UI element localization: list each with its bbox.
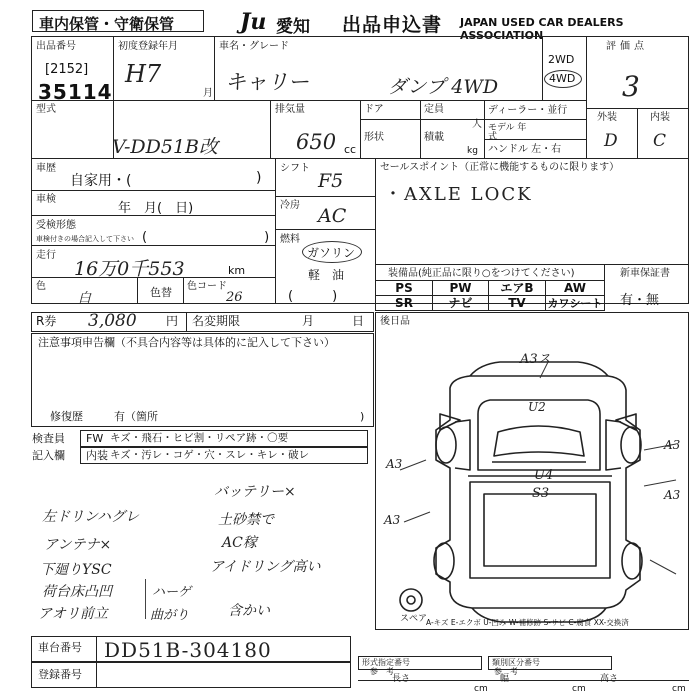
note-left-4: 荷台床凸凹: [42, 584, 112, 600]
lot-number: 35114: [38, 80, 113, 104]
history-value: 自家用・(: [70, 173, 132, 189]
note-left-5: アオリ前立: [38, 606, 108, 622]
first-registration-label: 初度登録年月: [118, 41, 178, 52]
damage-mark-left-front: A3: [386, 457, 403, 471]
frame-number-label: 車台番号: [38, 641, 82, 654]
recycle-label: R券: [36, 314, 57, 328]
damage-mark-right-rear: A3: [664, 488, 681, 502]
reception-label: 受検形態: [36, 220, 76, 231]
note-right-1: バッテリー×: [214, 484, 296, 500]
damage-mark-right-front: A3: [664, 438, 681, 452]
displacement-value: 650: [296, 130, 337, 154]
registration-number-label: 登録番号: [38, 668, 82, 681]
note-left-2: アンテナ×: [44, 537, 112, 553]
repair-history-close: ): [360, 410, 365, 423]
note-left-right-2: 曲がり: [150, 608, 190, 623]
capacity-label: 定員: [424, 104, 444, 115]
equip-navi: ナビ: [432, 295, 489, 311]
shift-label: シフト: [280, 163, 310, 174]
fuel-paren: ( ): [288, 289, 338, 304]
car-name-label: 車名・グレード: [219, 41, 289, 52]
inspector-fw-tag: FW: [86, 432, 104, 445]
score-label: 評価点: [606, 41, 648, 52]
height-label: 高さ: [600, 674, 619, 684]
handle-label: ハンドル 左・右: [488, 144, 562, 155]
name-change-month: 月: [302, 314, 315, 328]
inspection-label: 車検: [36, 194, 56, 205]
note-right-4: アイドリング高い: [210, 559, 321, 575]
inspector-interior-tag: 内装: [86, 449, 108, 462]
note-right-3: AC稼: [222, 535, 257, 551]
drive-4wd-option-circled: 4WD: [544, 70, 582, 88]
damage-mark-bed-dent: U4: [534, 468, 554, 483]
class-number-label: 類別区分番号: [492, 658, 540, 667]
aircon-label: 冷房: [280, 200, 300, 211]
dealer-label: ディーラー・並行: [488, 105, 568, 116]
repair-history-label: 修復歴: [50, 410, 83, 423]
mileage-label: 走行: [36, 250, 56, 261]
repair-history-value: 有（箇所: [114, 410, 158, 423]
displacement-label: 排気量: [275, 104, 305, 115]
length-unit: cm: [474, 684, 488, 694]
shift-value: F5: [318, 170, 344, 192]
ju-logo: Ju: [240, 9, 267, 35]
equip-aw: AW: [545, 280, 605, 296]
color-value: 白: [78, 291, 92, 306]
inspection-value: 年 月( 日): [118, 201, 194, 216]
damage-mark-bed-rust: S3: [532, 486, 550, 501]
model-year-label: モデル 年式: [488, 123, 527, 142]
inspector-interior-items: キズ・汚レ・コゲ・穴・スレ・キレ・破レ: [110, 449, 310, 461]
drive-2wd-option: 2WD: [548, 53, 575, 66]
color-code-value: 26: [226, 290, 243, 305]
equip-tv: TV: [488, 295, 546, 311]
recycle-unit: 円: [166, 314, 179, 328]
color-code-label: 色コード: [187, 281, 227, 292]
car-grade-value: ダンプ 4WD: [388, 76, 499, 98]
fuel-gasoline-circled: ガソリン: [302, 241, 362, 263]
car-name-value: キャリー: [225, 70, 309, 94]
width-unit: cm: [572, 684, 586, 694]
note-right-2: 土砂禁で: [218, 512, 274, 528]
exterior-label: 外装: [597, 112, 617, 123]
name-change-label: 名変期限: [192, 314, 241, 328]
fuel-label: 燃料: [280, 234, 300, 245]
lot-bracket: [2152]: [45, 62, 89, 77]
damage-mark-roof: U2: [528, 400, 546, 414]
door-label: ドア: [364, 104, 384, 115]
history-close-paren: ): [256, 170, 262, 186]
shape-label: 形状: [364, 132, 384, 143]
inspector-fill-label: 記入欄: [32, 449, 65, 462]
lot-number-label: 出品番号: [36, 41, 76, 52]
storage-tag: 車内保管・守衛保管: [32, 10, 204, 32]
displacement-unit: cc: [344, 143, 357, 156]
model-value: V-DD51B改: [112, 136, 219, 158]
warranty-value: 有・無: [620, 293, 660, 308]
damage-legend: A-キズ E-エクボ U-凹み W-補修跡 S-サビ C-腐食 XX-交換済: [426, 618, 629, 627]
equip-pw: PW: [432, 280, 489, 296]
association-name: JAPAN USED CAR DEALERS ASSOCIATION: [460, 16, 624, 42]
model-label: 型式: [36, 104, 56, 115]
name-change-day: 日: [352, 314, 365, 328]
note-right-5: 含かい: [228, 603, 270, 619]
history-label: 車歴: [36, 163, 56, 174]
interior-label: 内装: [650, 112, 670, 123]
first-registration-value: H7: [125, 60, 162, 88]
color-label: 色: [36, 281, 46, 292]
aircon-value: AC: [318, 205, 347, 227]
equip-airbag: エアB: [488, 280, 546, 296]
reception-value: ( ): [142, 230, 270, 245]
note-left-right-1: ハーゲ: [152, 585, 192, 600]
reception-sub: 車検付きの場合記入して下さい: [36, 235, 134, 243]
mileage-unit: km: [228, 264, 246, 277]
equipment-label: 装備品(純正品に限り○をつけてください): [388, 268, 575, 279]
inspector-label: 検査員: [32, 432, 65, 445]
load-label: 積載: [424, 132, 444, 143]
org-name: 愛知: [276, 17, 310, 37]
rear-items-label: 後日品: [380, 316, 410, 327]
damage-mark-front: A3ス: [520, 352, 551, 367]
capacity-unit: 人: [472, 119, 482, 130]
note-left-3: 下廻りYSC: [40, 562, 112, 578]
spare-tire-label: スペア: [400, 614, 428, 624]
first-registration-month-unit: 月: [203, 88, 213, 99]
type-number-sub: 参 考: [370, 667, 394, 676]
height-unit: cm: [672, 684, 686, 694]
sales-point-label: セールスポイント（正常に機能するものに限ります）: [380, 162, 620, 173]
form-title: 出品申込書: [342, 14, 443, 36]
warranty-label: 新車保証書: [620, 268, 670, 279]
damage-mark-left-rear: A3: [384, 513, 401, 527]
score-value: 3: [622, 70, 640, 103]
exterior-score: D: [604, 131, 618, 151]
load-unit: kg: [467, 146, 478, 156]
length-label: 長さ: [392, 674, 411, 684]
frame-number-value: DD51B-304180: [104, 638, 272, 662]
equip-sr: SR: [375, 295, 433, 311]
type-number-label: 形式指定番号: [362, 658, 410, 667]
fuel-diesel-option: 軽 油: [308, 268, 345, 282]
sales-point-value: ・AXLE LOCK: [384, 184, 533, 205]
mileage-value: 16万0千553: [74, 258, 185, 280]
recycle-value: 3,080: [88, 311, 137, 331]
class-number-sub: 参 考: [494, 667, 518, 676]
notes-label: 注意事項申告欄（不具合内容等は具体的に記入して下さい）: [38, 336, 335, 349]
color-change-label: 色替: [150, 286, 172, 299]
interior-score: C: [653, 131, 667, 151]
equip-ps: PS: [375, 280, 433, 296]
note-left-1: 左ドリンハグレ: [42, 509, 140, 525]
inspector-fw-items: キズ・飛石・ヒビ割・リペア跡・〇要: [110, 432, 289, 444]
width-label: 幅: [500, 674, 510, 684]
equip-leather-seat: カワシート: [545, 295, 605, 311]
